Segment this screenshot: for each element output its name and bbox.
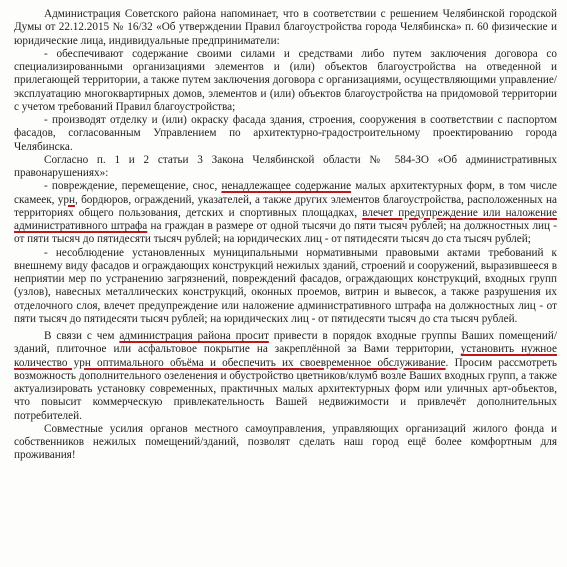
text-run: привести в порядок входные группы Ваших помещений/зданий, плиточное или асфальтовое покрытие на закреплённой за Вами территории, [14,330,557,356]
highlighted-phrase: влечет предупреждение или наложение административного штрафа [14,206,558,232]
paragraph-request [14,330,557,423]
paragraph-item-3 [14,180,557,246]
text-run: - повреждение, перемещение, снос, [44,180,222,193]
paragraph-closing [14,423,557,463]
highlighted-phrase: урн [57,193,75,206]
text-run: Согласно п. 1 и 2 статьи 3 Закона Челябинской области № 584-ЗО «Об административных правонарушениях»: [14,153,557,179]
paragraph-item-1 [14,48,557,114]
document-body [14,8,557,463]
text-run: - несоблюдение установленных муниципальными нормативными правовыми актами требований к внешнему виду фасадов и ограждающих конструкций нежилых зданий, строений и сооружений, выразившееся в неприятии мер по устранению загрязнений, повреждений фасадов, ограждающих конструкций, входных групп (узлов), навесных металлических конструкций, оконных проемов, витрин и вывесок, а также разрушения их отделочного слоя, влечет предупреждение или наложение административного штрафа на должностных лиц - от пяти тысяч до пятидесяти тысяч рублей; на юридических лиц - от пятидесяти тысяч до ста тысяч рублей. [14,246,557,325]
text-run: Совместные усилия органов местного самоуправления, управляющих организаций жилого фонда и собственников нежилых помещений/зданий, позволят сделать наш город ещё более комфортным для проживания! [14,422,557,462]
text-run: на граждан в размере от одной тысячи до пяти тысяч рублей; на должностных лиц - от пяти тысяч до пятидесяти тысяч рублей; на юридических лиц - от пятидесяти тысяч до ста тысяч рублей; [14,220,557,246]
highlighted-phrase: установить нужное количество урн оптимального объёма и обеспечить их своевременное обслуживание [14,343,557,369]
paragraph-law [14,154,557,181]
paragraph-item-2 [14,114,557,154]
text-run: - производят отделку и (или) окраску фасада здания, строения, сооружения в соответствии с паспортом фасадов, согласованным Управлением по архитектурно-градостроительному проектированию города Челябинска. [14,114,557,153]
paragraph-intro [14,8,557,48]
text-run: . Просим рассмотреть возможность дополнительного озеленения и обустройство цветников/клумб возле Ваших входных групп, а также актуализировать установку современных, практичных малых архитектурных форм или уличных арт-объектов, что повысит коммерческую привлекательность Вашей недвижимости и привлечёт дополнительных потребителей. [14,356,557,422]
text-run: В связи с чем [44,330,120,342]
text-run: малых архитектурных форм, в том числе скамеек, [14,180,557,206]
text-run: , бордюров, ограждений, указателей, а также других элементов благоустройства, расположенных на территориях общего пользования, детских и спортивных площадках, [14,193,557,219]
highlighted-phrase: ненадлежащее содержание [221,180,352,193]
text-run: Администрация Советского района напоминает, что в соответствии с решением Челябинской городской Думы от 22.12.2015 № 16/32 «Об утверждении Правил благоустройства города Челябинска» п. 60 физические и юридические лица, индивидуальные предприниматели: [14,8,557,47]
text-run: - обеспечивают содержание своими силами и средствами либо путем заключения договора со специализированными организациями элементов и (или) объектов благоустройства на отведенной и прилегающей территории, а также путем заключения договора с организациями, осуществляющими управление/эксплуатацию многоквартирных домов, элементов и (или) объектов благоустройства на придомовой территории с учетом требований Правил благоустройства; [14,47,557,113]
paragraph-item-4 [14,247,557,327]
highlighted-phrase: администрация района просит [119,330,269,342]
